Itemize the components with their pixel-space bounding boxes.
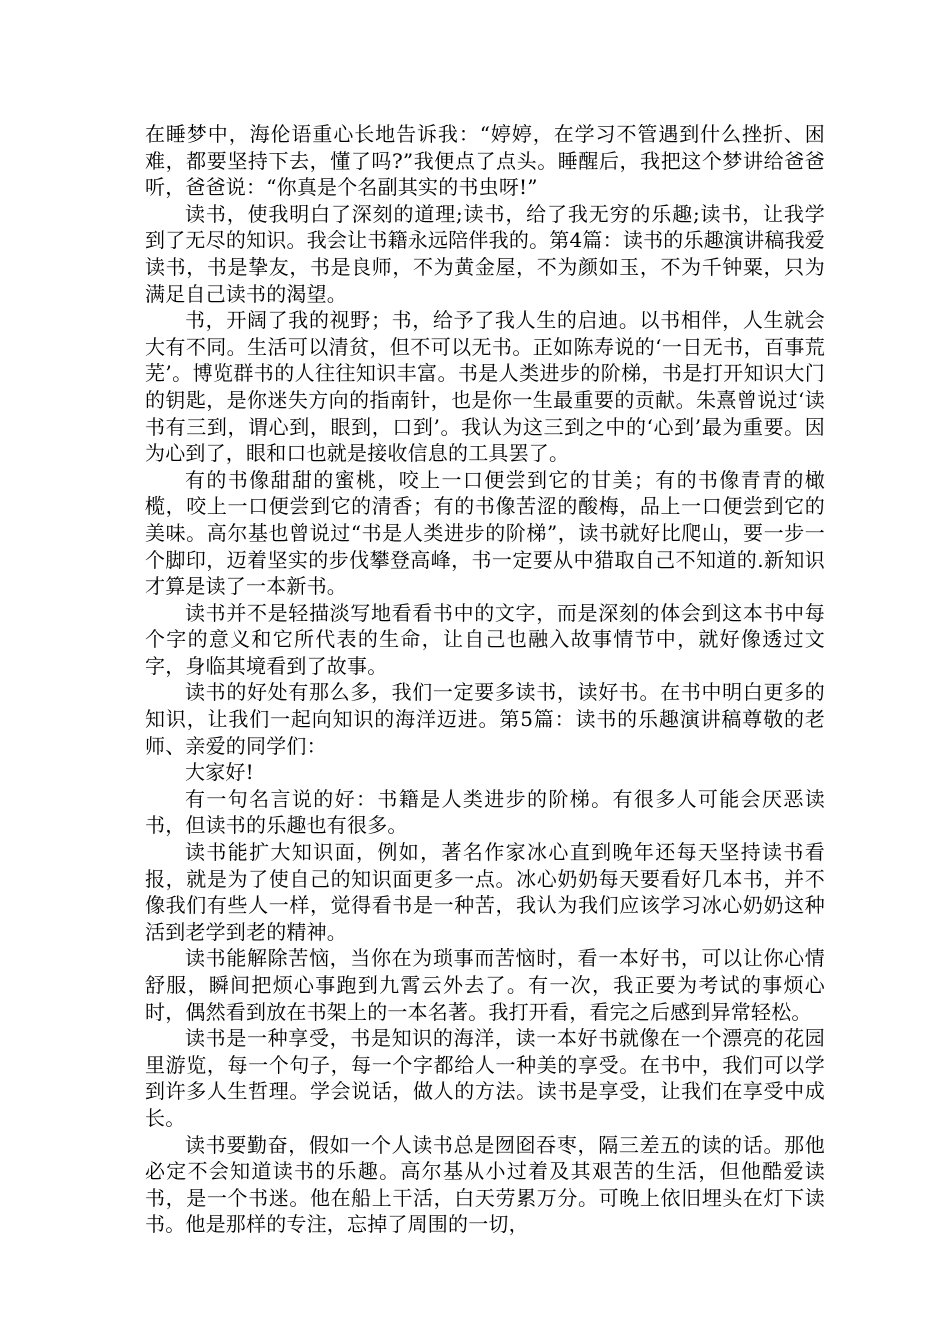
document-body <box>145 121 825 1238</box>
paragraph: 读书的好处有那么多，我们一定要多读书，读好书。在书中明白更多的知识，让我们一起向知识的海洋迈进。第5篇：读书的乐趣演讲稿尊敬的老师、亲爱的同学们： <box>145 680 825 758</box>
paragraph: 读书，使我明白了深刻的道理;读书，给了我无穷的乐趣;读书，让我学到了无尽的知识。我会让书籍永远陪伴我的。第4篇：读书的乐趣演讲稿我爱读书，书是挚友，书是良师，不为黄金屋，不为颜如玉，不为千钟粟，只为满足自己读书的渴望。 <box>145 201 825 306</box>
paragraph: 大家好! <box>185 760 254 785</box>
paragraph: 读书并不是轻描淡写地看看书中的文字，而是深刻的体会到这本书中每个字的意义和它所代表的生命，让自己也融入故事情节中，就好像透过文字，身临其境看到了故事。 <box>145 600 825 678</box>
paragraph: 读书要勤奋，假如一个人读书总是囫囵吞枣，隔三差五的读的话。那他必定不会知道读书的乐趣。高尔基从小过着及其艰苦的生活，但他酷爱读书，是一个书迷。他在船上干活，白天劳累万分。可晚上依旧埋头在灯下读书。他是那样的专注，忘掉了周围的一切， <box>145 1132 825 1237</box>
paragraph: 有的书像甜甜的蜜桃，咬上一口便尝到它的甘美；有的书像青青的橄榄，咬上一口便尝到它的清香；有的书像苦涩的酸梅，品上一口便尝到它的美味。高尔基也曾说过“书是人类进步的阶梯”，读书就好比爬山，要一步一个脚印，迈着坚实的步伐攀登高峰，书一定要从中猎取自己不知道的.新知识才算是读了一本新书。 <box>145 467 825 599</box>
paragraph: 在睡梦中，海伦语重心长地告诉我：“婷婷，在学习不管遇到什么挫折、困难，都要坚持下去，懂了吗?”我便点了点头。睡醒后，我把这个梦讲给爸爸听，爸爸说：“你真是个名副其实的书虫呀!” <box>145 122 825 200</box>
paragraph: 读书是一种享受，书是知识的海洋，读一本好书就像在一个漂亮的花园里游览，每一个句子，每一个字都给人一种美的享受。在书中，我们可以学到许多人生哲理。学会说话，做人的方法。读书是享受，让我们在享受中成长。 <box>145 1026 825 1130</box>
paragraph: 有一句名言说的好：书籍是人类进步的阶梯。有很多人可能会厌恶读书，但读书的乐趣也有很多。 <box>145 786 825 838</box>
paragraph: 书，开阔了我的视野；书，给予了我人生的启迪。以书相伴，人生就会大有不同。生活可以清贫，但不可以无书。正如陈寿说的‘一日无书，百事荒芜’。博览群书的人往往知识丰富。书是人类进步的阶梯，书是打开知识大门的钥匙，是你迷失方向的指南针，也是你一生最重要的贡献。朱熹曾说过‘读书有三到，谓心到，眼到，口到’。我认为这三到之中的‘心到’最为重要。因为心到了，眼和口也就是接收信息的工具罢了。 <box>145 308 825 466</box>
paragraph: 读书能扩大知识面，例如，著名作家冰心直到晚年还每天坚持读书看报，就是为了使自己的知识面更多一点。冰心奶奶每天要看好几本书，并不像我们有些人一样，觉得看书是一种苦，我认为我们应该学习冰心奶奶这种活到老学到老的精神。 <box>145 840 825 944</box>
paragraph: 读书能解除苦恼，当你在为琐事而苦恼时，看一本好书，可以让你心情舒服，瞬间把烦心事跑到九霄云外去了。有一次，我正要为考试的事烦心时，偶然看到放在书架上的一本名著。我打开看，看完之后感到异常轻松。 <box>145 946 825 1024</box>
